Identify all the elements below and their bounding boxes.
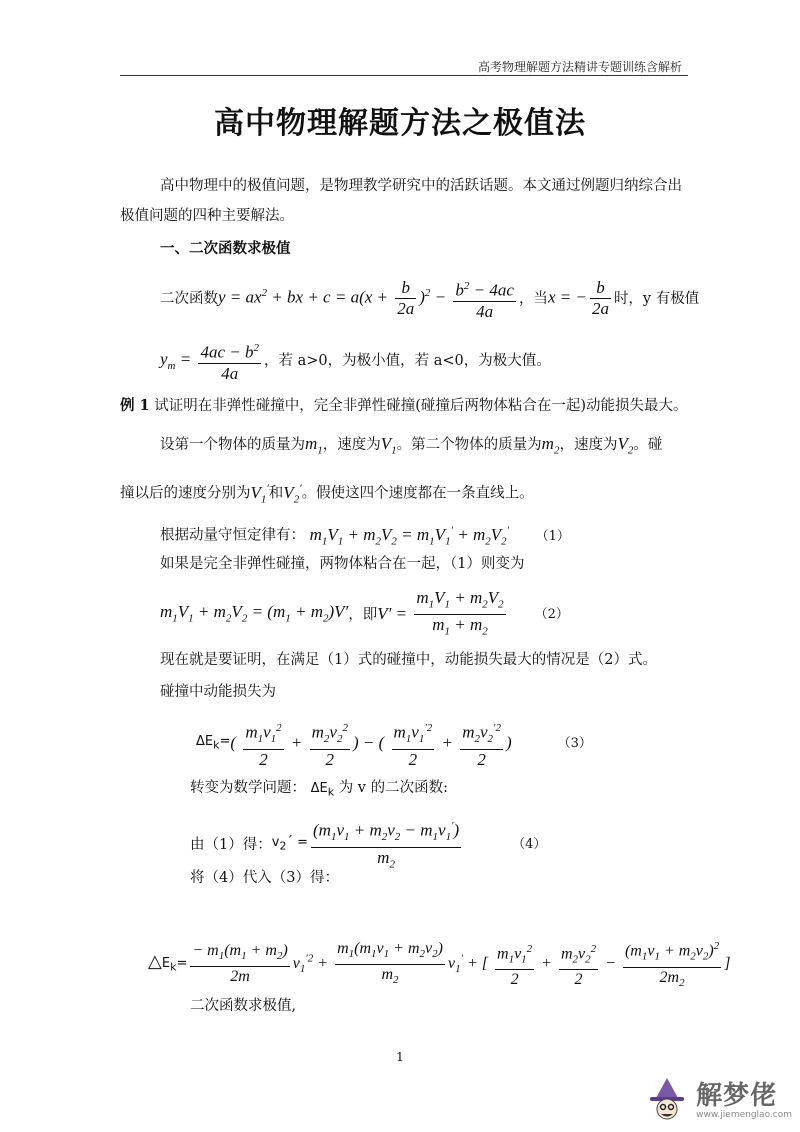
example-label: 例 1 [120,397,150,414]
delta-ek-sub: k [213,738,220,752]
intro-line-2: 极值问题的四种主要解法。 [120,208,294,224]
v2-prime-mark: ´ [286,835,293,851]
convert-text: 转变为数学问题： [190,780,306,796]
inelastic-equation-line [160,588,569,642]
equation-tag-2: （2） [534,606,569,622]
quadratic-formula-line [160,276,699,322]
watermark-brand: 解梦佬 [696,1081,778,1111]
section-heading: 一、二次函数求极值 [160,240,291,257]
inelastic-equation: $m_1V_1 + m_2V_2 = (m_1 + m_2)V'$ [160,601,349,625]
loss-label: 碰撞中动能损失为 [160,684,276,700]
v2-prime [272,833,308,857]
setup-text: 。第二个物体的质量为 [396,437,542,453]
delta-ek-inline [310,781,335,799]
equation-tag-4: （4） [512,837,547,853]
momentum-equation: $m_1V_1 + m_2V_2 = m_1V_1' + m_2V_2'$ [309,524,510,548]
setup-text: 。碰 [633,437,663,453]
running-header: 高考物理解题方法精讲专题训练含解析 [477,60,682,74]
momentum-text: 根据动量守恒定律有： [160,527,305,544]
page-title: 高中物理解题方法之极值法 [214,106,586,141]
extremum-formula: $y_m$ = $\frac{4ac - b^2}{4a}$ [160,338,264,384]
setup-text: 和 [268,485,284,502]
prove-line: 现在就是要证明，在满足（1）式的碰撞中，动能损失最大的情况是（2）式。 [160,652,657,668]
intro-line-1: 高中物理中的极值问题，是物理教学研究中的活跃话题。本文通过例题归纳综合出 [160,178,682,194]
kinetic-loss-expression: ( $\frac{m_1v_1^2}{2}$ + $\frac{m_2v_2^2}{2}$ ) − ( $\frac{m_1v_1^{'2}}{2}$ + $\frac{m_2v_2^{'2}}{2}$ ) [230,718,511,770]
v2-expression: $\frac{(m_1v_1 + m_2v_2 - m_1v_1')}{m_2}$ [308,816,464,874]
inelastic-line: 如果是完全非弹性碰撞，两物体粘合在一起，（1）则变为 [160,556,525,572]
delta-ek-inline-sub: k [327,785,335,799]
equals-sign-final: = [176,955,188,971]
last-line: 二次函数求极值, [190,998,297,1014]
vertex-x: x = − $\frac{b}{2a}$ [547,278,609,319]
quadratic-equation: $y = ax^2$ + bx + c = a(x + $\frac{b}{2a}$ )$^2$ − $\frac{b^2 - 4ac}{4a}$ [218,276,519,322]
quadratic-prefix: 二次函数 [160,290,218,307]
equals-sign: = [219,734,231,750]
wizard-hat-icon [644,1076,690,1126]
example-text: 试证明在非弹性碰撞中，完全非弹性碰撞(碰撞后两物体粘合在一起)动能损失最大。 [154,398,688,414]
final-ek-sub: k [170,960,177,974]
delta-ek [196,732,230,756]
example-1 [120,396,688,416]
setup-text: 设第一个物体的质量为 [160,437,305,453]
inelastic-mid: ，即 [348,606,378,623]
substitute-line: 将（4）代入（3）得： [190,870,339,886]
extremum-condition: ，若 a>0，为极小值，若 a<0，为极大值。 [264,352,551,369]
equation-tag-3: （3） [557,736,592,752]
v2-symbol: v [271,835,280,851]
final-ek-symbol: E [161,955,171,971]
setup-text: ，速度为 [322,437,381,453]
momentum-line [160,520,570,551]
page-number: 1 [396,1050,404,1064]
final-expression: $\frac{- m_1(m_1 + m_2)}{2m}$ $v_1^{'2}$ + $\frac{m_1(m_1v_1 + m_2v_2)}{m_2}$ $v_1'$ + [ $\frac{m_1v_1^2}{2}$ + $\frac{m_2v_2^2}{2}$ − $\frac{(m_1v_1 + m_2v_2)^2}{2m_2}$ ] [187,936,730,993]
header-rule [120,75,688,76]
equation-tag-1: （1） [535,528,570,544]
equals-sign-4: = [297,835,308,851]
extremum-line [160,338,551,384]
equation-3 [196,718,592,770]
quadratic-then: 时，y 有极值 [613,290,700,307]
final-equation [148,936,730,993]
setup-line-2: 撞以后的速度分别为$V_1'$和$V_2'$。假使这四个速度都在一条直线上。 [120,482,534,506]
setup-text: 。假使这四个速度都在一条直线上。 [301,485,534,502]
setup-text: 撞以后的速度分别为 [120,485,251,502]
delta-ek-symbol: ΔE [196,734,214,750]
quadratic-when: ，当 [518,290,548,307]
v2-sub: 2 [279,840,287,854]
convert-line [190,778,448,803]
delta-ek-inline-symbol: ΔE [310,781,328,796]
final-lhs [148,952,187,978]
watermark-logo [644,1076,792,1126]
convert-text-2: 为 v 的二次函数: [338,780,448,796]
watermark-url: www.jiemenglao.com [696,1110,792,1120]
setup-text: ，速度为 [559,437,618,453]
setup-line-1: 设第一个物体的质量为$m_1$，速度为$V_1$。第二个物体的质量为$m_2$，速度为$V_2$。碰 [160,434,663,457]
delta-symbol: △ [148,950,162,972]
equation-4 [190,816,546,874]
from1-text: 由（1）得： [190,837,272,854]
common-velocity: V′ = $\frac{m_1V_1 + m_2V_2}{m_1 + m_2}$ [377,588,504,638]
